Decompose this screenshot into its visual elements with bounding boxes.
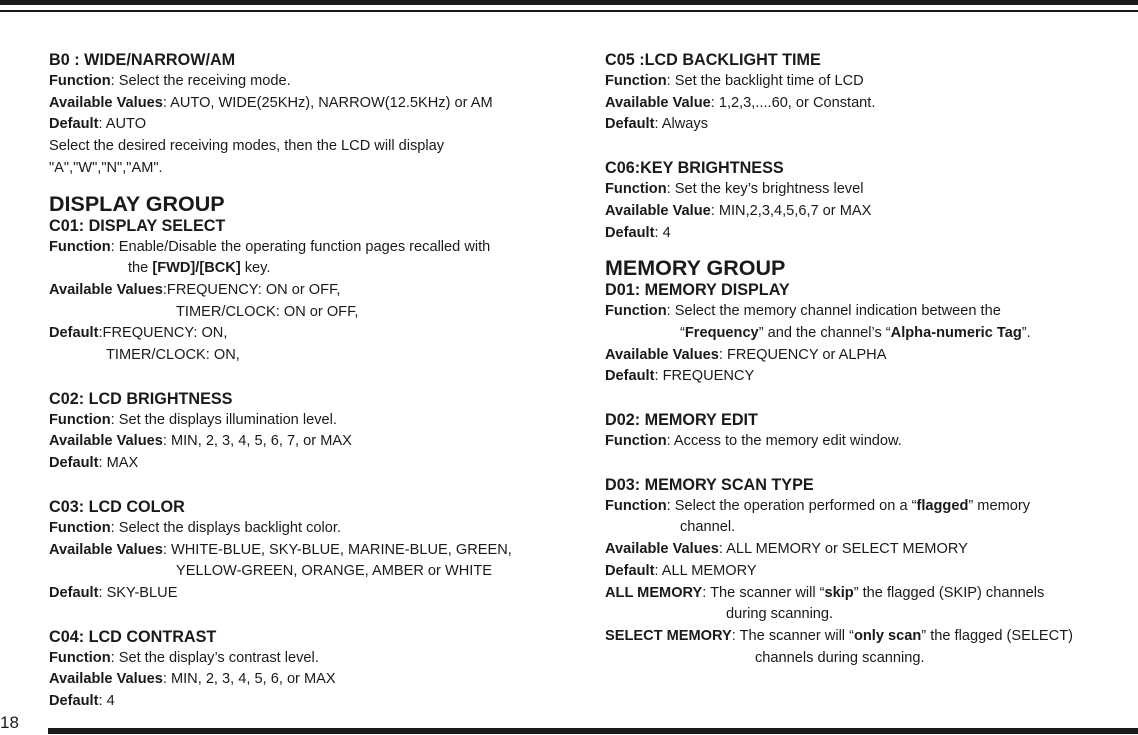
- d02-function: Function: Access to the memory edit window.: [605, 433, 902, 450]
- c05-title: C05 :LCD BACKLIGHT TIME: [605, 51, 821, 69]
- d01-function: Function: Select the memory channel indication between the: [605, 303, 1001, 320]
- c04-function: Function: Set the display’s contrast level.: [49, 649, 319, 666]
- c04-default: Default: 4: [49, 693, 115, 710]
- d03-all-memory-2: during scanning.: [726, 606, 834, 623]
- d01-values: Available Values: FREQUENCY or ALPHA: [605, 346, 887, 363]
- top-rule-thick: [0, 0, 1138, 5]
- d01-default: Default: FREQUENCY: [605, 368, 755, 385]
- c02-function: Function: Set the displays illumination level.: [49, 411, 337, 428]
- c01-function: Function: Enable/Disable the operating function pages recalled with: [49, 238, 491, 255]
- page-number: 18: [0, 713, 19, 732]
- c06-default: Default: 4: [605, 224, 671, 241]
- c04-values: Available Values: MIN, 2, 3, 4, 5, 6, or MAX: [49, 671, 336, 688]
- c02-default: Default: MAX: [49, 455, 139, 472]
- c01-default: Default:FREQUENCY: ON,: [49, 325, 228, 342]
- d01-function-2: “Frequency” and the channel’s “Alpha-numeric Tag”.: [680, 324, 1031, 341]
- c01-title: C01: DISPLAY SELECT: [49, 216, 226, 235]
- c01-function-2: the [FWD]/[BCK] key.: [128, 260, 271, 277]
- c06-function: Function: Set the key’s brightness level: [605, 181, 864, 198]
- d03-values: Available Values: ALL MEMORY or SELECT MEMORY: [605, 541, 968, 558]
- d02-title: D02: MEMORY EDIT: [605, 411, 758, 430]
- c03-title: C03: LCD COLOR: [49, 497, 185, 516]
- d03-select-memory-2: channels during scanning.: [755, 649, 925, 666]
- top-rule-thin: [0, 10, 1138, 12]
- b0-function: Function: Select the receiving mode.: [49, 73, 291, 89]
- b0-note: Select the desired receiving modes, then the LCD will display: [49, 138, 445, 155]
- c03-default: Default: SKY-BLUE: [49, 584, 178, 601]
- display-group-heading: DISPLAY GROUP: [49, 191, 225, 216]
- b0-values: Available Values: AUTO, WIDE(25KHz), NARROW(12.5KHz) or AM: [49, 94, 493, 111]
- d03-all-memory: ALL MEMORY: The scanner will “skip” the flagged (SKIP) channels: [605, 584, 1045, 601]
- bottom-rule: [48, 728, 1138, 734]
- right-column: [605, 50, 1125, 669]
- c01-default-2: TIMER/CLOCK: ON,: [106, 347, 240, 364]
- c05-function: Function: Set the backlight time of LCD: [605, 73, 864, 89]
- memory-group-heading: MEMORY GROUP: [605, 256, 786, 281]
- d03-function: Function: Select the operation performed on a “flagged” memory: [605, 497, 1030, 514]
- d03-function-2: channel.: [680, 519, 736, 536]
- d03-title: D03: MEMORY SCAN TYPE: [605, 475, 814, 494]
- left-column: [49, 50, 589, 713]
- b0-default: Default: AUTO: [49, 116, 147, 133]
- c03-values: Available Values: WHITE-BLUE, SKY-BLUE, MARINE-BLUE, GREEN,: [49, 541, 512, 558]
- d03-default: Default: ALL MEMORY: [605, 562, 757, 579]
- c05-default: Default: Always: [605, 116, 708, 133]
- c03-function: Function: Select the displays backlight color.: [49, 519, 341, 536]
- c03-values-2: YELLOW-GREEN, ORANGE, AMBER or WHITE: [176, 563, 492, 580]
- c06-title: C06:KEY BRIGHTNESS: [605, 159, 784, 178]
- c01-values: Available Values:FREQUENCY: ON or OFF,: [49, 281, 341, 298]
- c06-values: Available Value: MIN,2,3,4,5,6,7 or MAX: [605, 202, 872, 219]
- b0-note-2: "A","W","N","AM".: [49, 159, 163, 176]
- c02-title: C02: LCD BRIGHTNESS: [49, 389, 233, 408]
- d03-select-memory: SELECT MEMORY: The scanner will “only scan” the flagged (SELECT): [605, 627, 1073, 644]
- c02-values: Available Values: MIN, 2, 3, 4, 5, 6, 7, or MAX: [49, 433, 352, 450]
- b0-title: B0 : WIDE/NARROW/AM: [49, 51, 236, 69]
- c05-values: Available Value: 1,2,3,....60, or Constant.: [605, 94, 876, 111]
- d01-title: D01: MEMORY DISPLAY: [605, 281, 790, 300]
- c04-title: C04: LCD CONTRAST: [49, 627, 217, 646]
- c01-values-2: TIMER/CLOCK: ON or OFF,: [176, 303, 359, 320]
